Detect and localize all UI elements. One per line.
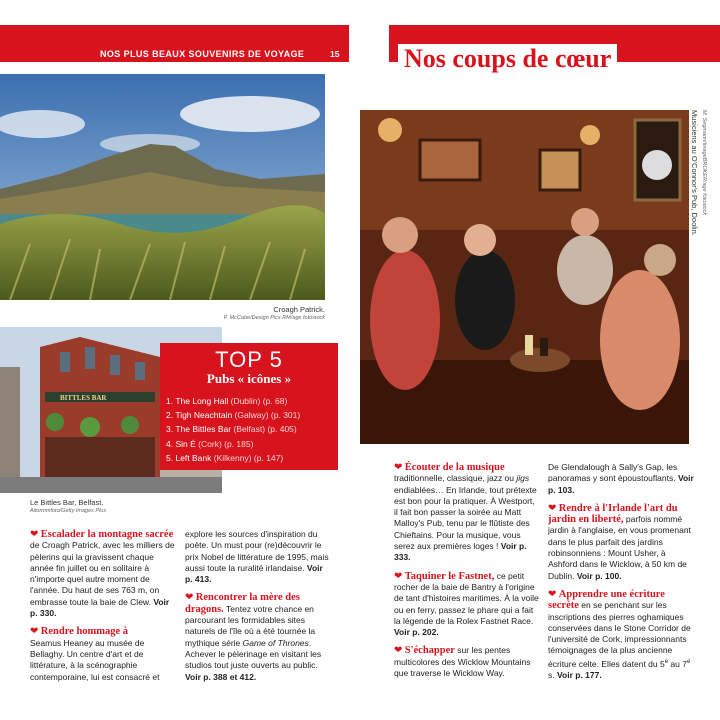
pub-caption-block: [690, 110, 712, 444]
heading-ecriture: Apprendre une écriture secrète: [548, 588, 665, 612]
heading-fastnet: Taquiner le Fastnet,: [404, 570, 495, 582]
list-item: 5. Left Bank (Kilkenny) (p. 147): [166, 452, 284, 463]
pub-credit: M. Segmann/imageBROKER/age fotostock: [701, 110, 707, 216]
croagh-patrick-photo: [0, 74, 325, 300]
heading-echapper: S'échapper: [404, 645, 455, 657]
list-item: 1. The Long Hall (Dublin) (p. 68): [166, 396, 288, 406]
top5-heading: TOP 5: [215, 347, 283, 372]
croagh-caption: Croagh Patrick.: [273, 305, 325, 314]
column-3: ❤ Écouter de la musique traditionnelle, classique, jazz ou jigs endiablées… En Irlande, tout prétexte est bon pour la pratiquer. À Westport, il fait bon passer la soirée au Matt Malloy's Pub, tenu par le flûtiste des Chieftains. Pour la musique, vous serez aux premières loges ! Voir p. 333. ❤ Taquiner le Fastnet, ce petit rocher de la baie de Bantry à l'origine de tant d'histoires maritimes. À la voile ou en ferry, passez le phare qui a fait la légende de la Rolex Fastnet Race. Voir p. 202. ❤ S'échapper sur les pentes multicolores des Wicklow Mountains que traverse le Wicklow Way.: [394, 462, 539, 679]
bittles-credit: Aitormmfoto/Getty Images Plus: [30, 508, 107, 514]
list-item: 2. Tigh Neachtain (Galway) (p. 301): [166, 410, 301, 421]
top5-box: [160, 343, 338, 470]
heading-musique: Écouter de la musique: [404, 462, 505, 473]
svg-text:BITTLES BAR: BITTLES BAR: [60, 394, 107, 402]
heart-icon: ❤: [394, 645, 403, 657]
top5-list: [166, 394, 338, 465]
heading-dragons: Rencontrer la mère des dragons.: [185, 592, 300, 615]
heart-icon: ❤: [394, 570, 403, 582]
column-1: ❤ Escalader la montagne sacrée de Croagh Patrick, avec les milliers de pèlerins qui la gravissent chaque année fin juillet ou en solitaire à n'importe quel autre moment de l'année. Du haut de ses 763 m, on embrasse toute la baie de Clew. Voir p. 330. ❤ Rendre hommage à Seamus Heaney au musée de Bellaghy. Un centre d'art et de littérature, à la scénographie contemporaine, lui est consacré et: [30, 529, 175, 682]
heart-icon: ❤: [548, 502, 557, 514]
list-item: 4. Sin É (Cork) (p. 185): [166, 438, 254, 449]
column-4: De Glendalough à Sally's Gap, les panoramas y sont époustouflants. Voir p. 103. ❤ Rendre à l'Irlande l'art du jardin en liberté, parfois nommé jardin à l'anglaise, en vous promenant dans le plus parfait des jardins robinsonniens : Mount Usher, à Ashford dans le Wicklow, à 50 km de Dublin. Voir p. 100. ❤ Apprendre une écriture secrète en se penchant sur les inscriptions des pierres oghamiques conservées dans le Stone Corridor de l'université de Cork, impressionnants témoignages de la plus ancienne écriture celte. Elles datent du 5e au 7e s. Voir p. 177.: [548, 462, 694, 680]
list-item: 3. The Bittles Bar (Belfast) (p. 405): [166, 424, 297, 435]
heading-jardin: Rendre à l'Irlande l'art du jardin en liberté,: [548, 502, 678, 526]
top5-subheading: Pubs « icônes »: [206, 371, 292, 386]
croagh-credit: P. McCabe/Design Pics RM/age fotostock: [223, 315, 325, 321]
pub-musicians-photo: [360, 110, 689, 444]
heart-icon: ❤: [185, 592, 194, 604]
section-title: NOS PLUS BEAUX SOUVENIRS DE VOYAGE: [100, 49, 305, 59]
heart-icon: ❤: [30, 529, 39, 540]
heading-montagne: Escalader la montagne sacrée: [40, 529, 174, 540]
bittles-caption: Le Bittles Bar, Belfast.: [30, 498, 104, 507]
heart-icon: ❤: [394, 462, 403, 473]
page-title: Nos coups de cœur: [398, 44, 617, 74]
heading-hommage: Rendre hommage à: [40, 626, 129, 638]
heart-icon: ❤: [548, 588, 557, 600]
pub-caption: Musiciens au O'Connor's Pub, Doolin.: [690, 110, 699, 236]
page-number: 15: [330, 49, 340, 59]
column-2: explore les sources d'inspiration du poète. Un must pour (re)découvrir le prix Nobel de littérature de 1995, mais aussi toute la ruralité irlandaise. Voir p. 413. ❤ Rencontrer la mère des dragons. Tentez votre chance en parcourant les formidables sites naturels de l'île où a été tournée la mythique série Game of Thrones. Achever le pèlerinage en visitant les studios tout juste ouverts au public. Voir p. 388 et 412.: [185, 529, 329, 682]
heart-icon: ❤: [30, 626, 39, 638]
